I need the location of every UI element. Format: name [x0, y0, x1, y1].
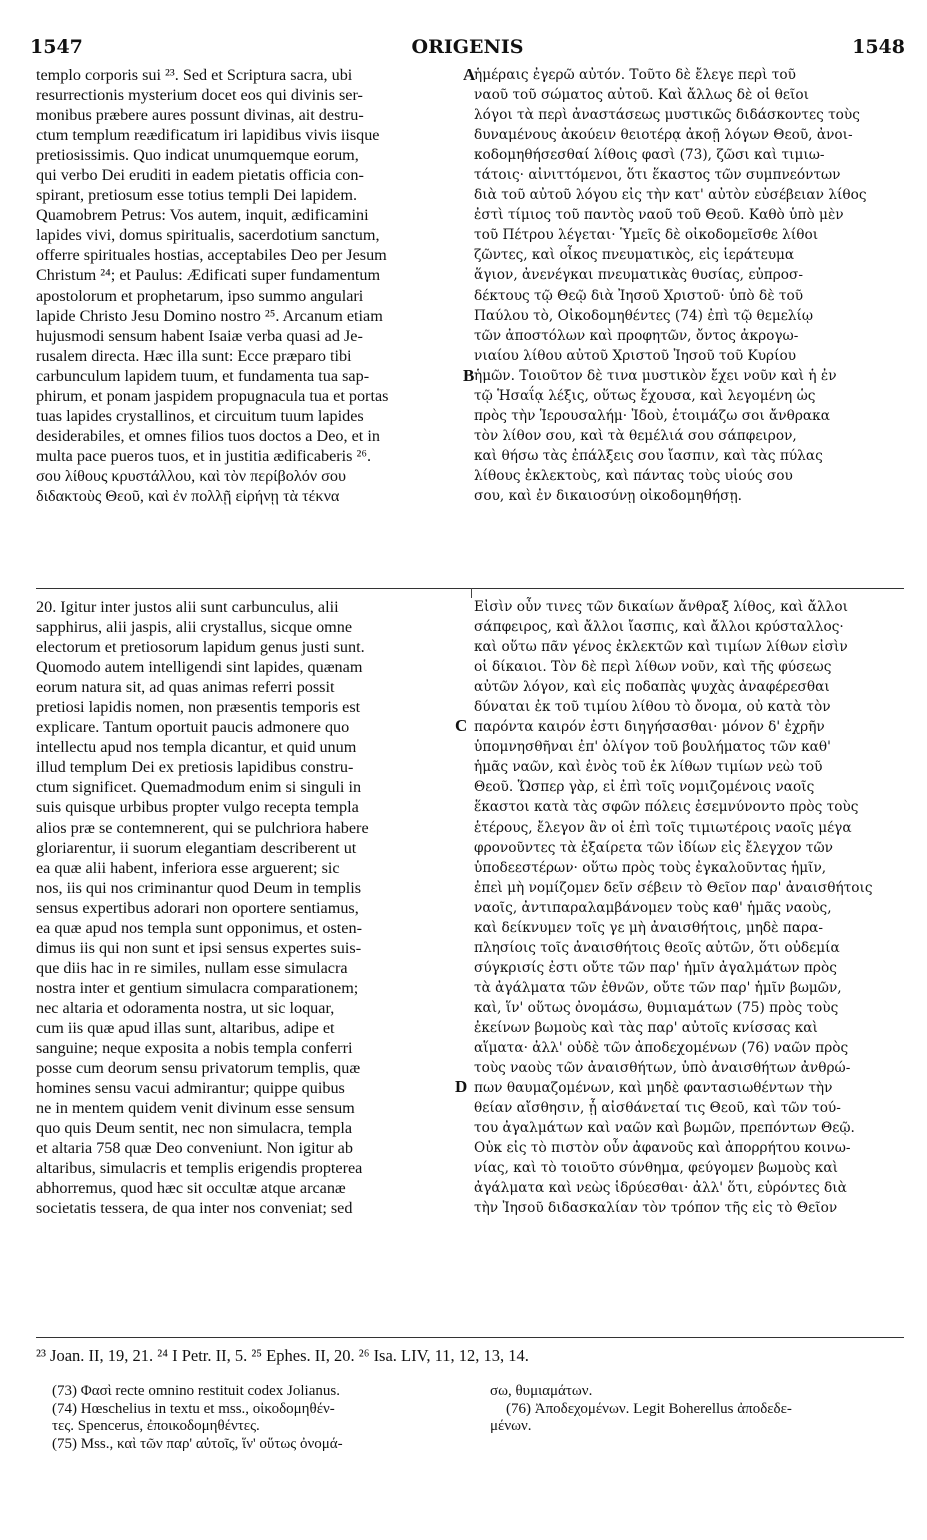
- text-line: Οὐκ εἰς τὸ πιστὸν οὖν ἀφανοῦς καὶ ἀπορρήτου κοινω-: [474, 1140, 851, 1157]
- text-line: διδακτοὺς Θεοῦ, καὶ ἐν πολλῇ εἰρήνῃ τὰ τέκνα: [36, 486, 340, 505]
- text-line: offerre spirituales hostias, acceptabiles Deo per Jesum: [36, 246, 387, 265]
- note-line: (74) Hœschelius in textu et mss., οἰκοδομηθέν-: [52, 1400, 335, 1417]
- margin-letter-a: A: [463, 65, 476, 84]
- text-line: νιαίου λίθου αὐτοῦ Χριστοῦ Ἰησοῦ τοῦ Κυρίου: [474, 347, 797, 364]
- text-line: τὰ ἀγάλματα τῶν ἐθνῶν, οὔτε τῶν παρ' ἡμῖν βωμῶν,: [474, 979, 842, 996]
- text-line: τοὺς ναοὺς τῶν ἀναισθήτων, ὑπὸ ἀναισθήτων ἀνθρώ-: [474, 1060, 851, 1077]
- margin-letter-c: C: [455, 716, 468, 735]
- running-title: ORIGENIS: [411, 36, 524, 58]
- text-line: ὑπομνησθῆναι ἐπ' ὀλίγον τοῦ βουλήματος τῶν καθ': [474, 739, 831, 756]
- editorial-notes-left: [52, 1383, 472, 1453]
- text-line: Θεοῦ. Ὥσπερ γὰρ, εἰ ἐπὶ τοῖς νομιζομένοις ναοῖς: [474, 779, 815, 796]
- text-line: λίθους ἐκλεκτοὺς, καὶ πάντας τοὺς υἱούς σου: [474, 467, 793, 484]
- text-line: σύγκρισίς ἐστι οὔτε τῶν παρ' ἡμῖν ἀγαλμάτων πρὸς: [474, 959, 837, 976]
- text-line: Christum ²⁴; et Paulus: Ædificati super fundamentum: [36, 266, 381, 285]
- text-line: τῷ Ἡσαΐᾳ λέξις, οὕτως ἔχουσα, καὶ λεγομένη ὡς: [474, 387, 816, 404]
- text-line: 20. Igitur inter justos alii sunt carbunculus, alii: [36, 598, 339, 616]
- text-line: ναοῦ τοῦ σώματος αὐτοῦ. Καὶ ἄλλως δὲ οἱ θεῖοι: [474, 87, 809, 104]
- text-line: hujusmodi sensum habent Isaiæ verba quasi ad Je-: [36, 326, 363, 345]
- text-line: θείαν αἴσθησιν, ᾗ αἰσθάνεταί τις Θεοῦ, καὶ τῶν τού-: [474, 1100, 841, 1117]
- text-line: societatis tessera, de qua inter nos conveniat; sed: [36, 1199, 353, 1218]
- note-line: (76) Ἀποδεχομένων. Legit Boherellus ἀποδεδε-: [506, 1400, 792, 1417]
- text-line: dimus iis qui non sunt et ipsi sensus expertes suis-: [36, 938, 362, 957]
- text-line: rusalem directa. Hæc illa sunt: Ecce præparo tibi: [36, 346, 352, 365]
- text-line: ea quæ alii habent, inferiora esse arguerent; sic: [36, 858, 340, 877]
- text-line: nos, iis qui nos criminantur quod Deum in templis: [36, 878, 362, 897]
- margin-letter-d: D: [455, 1077, 468, 1096]
- text-line: monibus præbere aures possunt divinas, ait destru-: [36, 106, 364, 125]
- text-line: λόγοι τὰ περὶ ἀναστάσεως μυστικῶς διδάσκοντες τοὺς: [474, 107, 860, 124]
- text-line: et altaria 758 quæ Deo conveniunt. Non igitur ab: [36, 1139, 353, 1158]
- text-line: nostra inter et gentium simulacra comparationem;: [36, 978, 359, 997]
- text-line: νίας, καὶ τὸ τοιοῦτο σύνθημα, φεύγομεν βωμοὺς καὶ: [474, 1160, 838, 1177]
- text-line: καὶ δείκνυμεν τοῖς γε μὴ ἀναισθήτοις, μηδὲ παρα-: [474, 919, 824, 936]
- column-rule: [471, 588, 472, 598]
- note-line: σω, θυμιαμάτων.: [490, 1383, 593, 1399]
- text-line: τάτοις· αἰνιττόμενοι, ὅτι ἕκαστος τῶν συμπνεόντων: [474, 167, 841, 184]
- text-line: ὑποδεεστέρων· οὕτω πρὸς τοὺς ἐγκαλοῦντας ἡμῖν,: [474, 859, 827, 876]
- text-line: πων θαυμαζομένων, καὶ μηδὲ φαντασιωθέντων τὴν: [474, 1080, 833, 1097]
- text-line: Quomodo autem intelligendi sint lapides, quænam: [36, 658, 363, 677]
- text-line: οἱ δίκαιοι. Τὸν δὲ περὶ λίθων νοῦν, καὶ τῆς φύσεως: [474, 659, 832, 676]
- page-number-left: 1547: [30, 36, 83, 58]
- text-line: πλησίοις τοῖς ἀναισθήτοις θεοῖς αὐτῶν, ὅτι οὐδεμία: [474, 939, 840, 956]
- text-line: σου λίθους κρυστάλλου, καὶ τὸν περίβολόν σου: [36, 466, 347, 485]
- text-line: suis quisque urbibus propter vulgo recepta templa: [36, 798, 359, 817]
- text-line: ἐστὶ τίμιος τοῦ παντὸς ναοῦ τοῦ Θεοῦ. Καθὸ ὑπὸ μὲν: [474, 207, 844, 224]
- text-line: ζῶντες, καὶ οἶκος πνευματικὸς, εἰς ἱεράτευμα: [474, 247, 795, 264]
- text-line: abhorremus, quod hæc sit occultæ atque arcanæ: [36, 1179, 346, 1198]
- text-line: ἡμῶν. Τοιοῦτον δὲ τινα μυστικὸν ἔχει νοῦν καὶ ἡ ἐν: [474, 367, 837, 384]
- editorial-notes-right: [490, 1383, 905, 1436]
- text-line: eorum natura sit, ad quas animas referri possit: [36, 678, 335, 697]
- text-line: quo quis Deum sentit, nec non simulacra, templa: [36, 1119, 353, 1138]
- text-line: τὴν Ἰησοῦ διδασκαλίαν τὸν τρόπον τῆς εἰς τὸ Θεῖον: [474, 1200, 838, 1217]
- text-line: lapides vivi, domus spiritualis, sacerdotium sanctum,: [36, 226, 380, 245]
- text-line: electorum et pretiosorum lapidum genus justi sunt.: [36, 638, 365, 657]
- text-line: Εἰσὶν οὖν τινες τῶν δικαίων ἄνθραξ λίθος, καὶ ἄλλοι: [474, 599, 848, 615]
- text-line: καὶ οὕτω πᾶν γένος ἐκλεκτῶν καὶ τιμίων λίθων εἰσὶν: [474, 639, 848, 656]
- text-line: alios præ se contemnerent, qui se pulchriora habere: [36, 818, 369, 837]
- text-line: gloriarentur, ii suorum elegantiam describerent ut: [36, 838, 357, 857]
- text-line: spirant, pretiosum esse totius templi Dei lapidem.: [36, 186, 357, 205]
- footnote-rule: [36, 1337, 904, 1338]
- text-line: que diis hac in re similes, nullam esse simulacra: [36, 958, 348, 977]
- note-line: (75) Mss., καὶ τῶν παρ' αὐτοῖς, ἵν' οὕτως ὀνομά-: [52, 1435, 343, 1452]
- text-line: ne in mentem quidem venit divinum esse sensum: [36, 1099, 355, 1118]
- text-line: ναοῖς, ἀντιπαραλαμβάνομεν τοὺς καθ' ἡμᾶς ναοὺς,: [474, 899, 832, 916]
- text-line: desiderabiles, et omnes filios tuos doctos a Deo, et in: [36, 426, 380, 445]
- text-line: resurrectionis mysterium docet eos qui divinis ser-: [36, 86, 363, 105]
- text-line: pretiosi lapidis nomen, non præsentis temporis est: [36, 698, 361, 717]
- text-line: illud templum Dei ex pretiosis lapidibus constru-: [36, 758, 354, 777]
- text-line: ἅγιον, ἀνενέγκαι πνευματικὰς θυσίας, εὐπροσ-: [474, 267, 803, 284]
- section-rule: [36, 588, 904, 589]
- text-line: κοδομηθήσεσθαί λίθοις φασὶ (73), ζῶσι καὶ τιμιω-: [474, 147, 825, 164]
- text-line: σάπφειρος, καὶ ἄλλοι ἴασπις, καὶ ἄλλοι κρύσταλλος·: [474, 619, 844, 636]
- page-header: [30, 36, 905, 62]
- text-line: phirum, et ponam jaspidem propugnacula tua et portas: [36, 386, 389, 405]
- text-line: altaribus, simulacris et templis erigendis propterea: [36, 1159, 363, 1178]
- text-line: intellectu apud nos templa dicantur, et quid unum: [36, 738, 357, 757]
- text-line: σου, καὶ ἐν δικαιοσύνῃ οἰκοδομηθήσῃ.: [474, 487, 743, 504]
- latin-column-top: [36, 65, 463, 506]
- text-line: Quamobrem Petrus: Vos autem, inquit, ædificamini: [36, 206, 369, 225]
- text-line: ἐπεὶ μὴ νομίζομεν δεῖν σέβειν τὸ Θεῖον παρ' ἀναισθήτοις: [474, 879, 873, 896]
- text-line: ctum templum reædificatum iri lapidibus vivis iisque: [36, 126, 380, 145]
- text-line: nec altaria et odoramenta nostra, ut sic loquar,: [36, 998, 335, 1017]
- text-line: lapide Christo Jesu Domino nostro ²⁵. Arcanum etiam: [36, 306, 383, 325]
- text-line: ctum significet. Quemadmodum enim si singuli in: [36, 778, 362, 797]
- text-line: homines sensu vacui admirantur; quippe quibus: [36, 1079, 345, 1098]
- text-line: ἡμέραις ἐγερῶ αὐτόν. Τοῦτο δὲ ἔλεγε περὶ τοῦ: [474, 67, 796, 83]
- text-line: apostolorum et prophetarum, ipso summo angulari: [36, 286, 364, 305]
- text-line: explicare. Tantum oportuit paucis admonere quo: [36, 718, 350, 737]
- note-line: μένων.: [490, 1418, 532, 1434]
- text-line: δύναται ἐκ τοῦ τιμίου λίθου τὸ ὄνομα, οὐ κατὰ τὸν: [474, 699, 831, 716]
- scripture-references: ²³ Joan. II, 19, 21. ²⁴ I Petr. II, 5. ²⁵ Ephes. II, 20. ²⁶ Isa. LIV, 11, 12, 13, 14.: [36, 1346, 529, 1365]
- text-line: αἵματα· ἀλλ' οὐδὲ τῶν ἀποδεχομένων (76) ναῶν πρὸς: [474, 1040, 849, 1057]
- text-line: δέκτους τῷ Θεῷ διὰ Ἰησοῦ Χριστοῦ· ὑπὸ δὲ τοῦ: [474, 287, 804, 304]
- text-line: διὰ τοῦ αὐτοῦ λόγου εἰς τὴν κατ' αὐτὸν εὐσέβειαν λίθος: [474, 187, 867, 204]
- text-line: τὸν λίθον σου, καὶ τὰ θεμέλιά σου σάπφειρον,: [474, 427, 797, 444]
- text-line: carbunculum lapidem tuum, et fundamenta tua sap-: [36, 366, 370, 385]
- text-line: sensus expertibus adorari non oportere sentiamus,: [36, 898, 359, 917]
- text-line: sapphirus, alii jaspis, alii crystallus, sicque omne: [36, 618, 353, 637]
- text-line: τῶν ἀποστόλων καὶ προφητῶν, ὄντος ἀκρογω-: [474, 327, 799, 344]
- text-line: παρόντα καιρόν ἐστι διηγήσασθαι· μόνον δ' ἐχρῆν: [474, 719, 825, 736]
- text-line: sanguine; neque exposita a nobis templa conferri: [36, 1039, 353, 1058]
- text-line: δυναμένους ἀκούειν θειοτέρᾳ ἀκοῇ λόγων Θεοῦ, ἀνοι-: [474, 127, 853, 144]
- text-line: πρὸς τὴν Ἱερουσαλήμ· Ἰδοὺ, ἑτοιμάζω σοι ἄνθρακα: [474, 407, 830, 424]
- greek-column-top: [474, 65, 904, 506]
- text-line: tuas lapides crystallinos, et circuitum tuum lapides: [36, 406, 364, 425]
- margin-letter-b: B: [463, 366, 475, 385]
- text-line: pretiosissimis. Quo indicat unumquemque eorum,: [36, 146, 359, 165]
- text-line: καὶ, ἵν' οὕτως ὀνομάσω, θυμιαμάτων (75) πρὸς τοὺς: [474, 999, 839, 1016]
- text-line: φρονοῦντες τὰ ἐξαίρετα τῶν ἰδίων εἰς ἔλεγχον τῶν: [474, 839, 833, 856]
- text-line: ἀγάλματα καὶ νεὼς ἱδρύεσθαι· ἀλλ' ὅτι, εὑρόντες διὰ: [474, 1180, 847, 1197]
- text-line: multa pace pueros tuos, et in justitia ædificaberis ²⁶.: [36, 446, 372, 465]
- text-line: του ἀγαλμάτων καὶ ναῶν καὶ βωμῶν, πρεπόντων Θεῷ.: [474, 1120, 855, 1137]
- page-number-right: 1548: [852, 36, 905, 58]
- text-line: ea quæ apud nos templa sunt opponimus, et osten-: [36, 918, 362, 937]
- note-line: τες. Spencerus, ἐποικοδομηθέντες.: [52, 1418, 260, 1434]
- text-line: ἡμᾶς ναῶν, καὶ ἑνὸς τοῦ ἐκ λίθων τιμίων νεὼ τοῦ: [474, 759, 823, 776]
- text-line: ἑτέρους, ἔλεγον ἂν οἱ ἐπὶ τοῖς τιμιωτέροις ναοῖς μέγα: [474, 819, 852, 836]
- text-line: posse cum deorum sensu privatorum templis, quæ: [36, 1059, 361, 1078]
- text-line: cum iis quæ apud illas sunt, altaribus, adipe et: [36, 1018, 335, 1037]
- text-line: ἐκείνων βωμοὺς καὶ τὰς παρ' αὐτοῖς κνίσσας καὶ: [474, 1019, 818, 1036]
- latin-column-bottom: [36, 597, 463, 1218]
- text-line: τοῦ Πέτρου λέγεται· Ὑμεῖς δὲ οἰκοδομεῖσθε λίθοι: [474, 227, 819, 244]
- text-line: καὶ θήσω τὰς ἐπάλξεις σου ἴασπιν, καὶ τὰς πύλας: [474, 447, 823, 464]
- note-line: (73) Φασὶ recte omnino restituit codex Jolianus.: [52, 1383, 340, 1399]
- text-line: templo corporis sui ²³. Sed et Scriptura sacra, ubi: [36, 66, 353, 84]
- text-line: Παύλου τὸ, Οἰκοδομηθέντες (74) ἐπὶ τῷ θεμελίῳ: [474, 307, 814, 324]
- text-line: ἕκαστοι κατὰ τὰς σφῶν πόλεις ἐσεμνύνοντο πρὸς τοὺς: [474, 799, 859, 816]
- text-line: αὐτῶν λόγον, καὶ εἰς ποδαπὰς ψυχὰς ἀναφέρεσθαι: [474, 679, 830, 696]
- text-line: qui verbo Dei eruditi in eadem pietatis officia con-: [36, 166, 364, 185]
- greek-column-bottom: [474, 597, 904, 1218]
